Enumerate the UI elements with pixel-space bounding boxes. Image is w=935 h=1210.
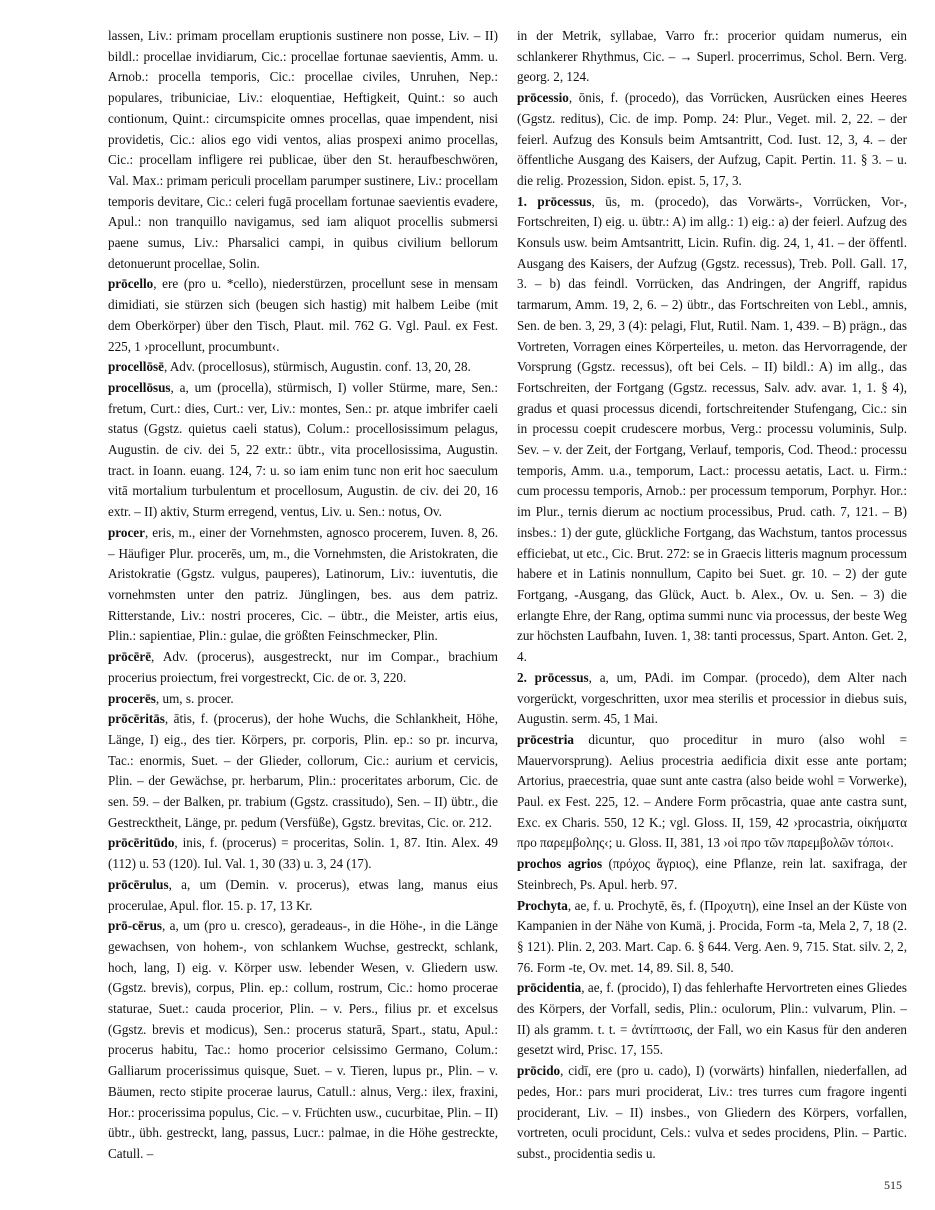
headword: prō-cērus (108, 918, 163, 934)
entry-procidentia: prōcidentia, ae, f. (procido), I) das fehlerhafte Hervortreten eines Gliedes des Körpers, der Vorfall, sedis, Plin.: oculorum, Plin.: vulvarum, Plin. – II) als gramm. t. t. = ἀντίπτωσις, der Fall, wo ein Kasus für den anderen gesetzt wird, Prisc. 17, 155. (517, 980, 907, 1058)
headword: prōcēritās (108, 711, 165, 727)
entry-processus-2: 2. prōcessus, a, um, PAdi. im Compar. (procedo), dem Alter nach vorgerückt, vorgeschritten, uxor mea sterilis et processior in diebus suis, Augustin. serm. 45, 1 Mai. (517, 669, 907, 727)
headword: prochos agrios (517, 856, 603, 872)
right-column (517, 26, 907, 1165)
headword: procerēs (108, 690, 156, 706)
headword: 1. prōcessus (517, 193, 592, 209)
headword: prōcērē (108, 649, 152, 665)
entry-procello: prōcello, ere (pro u. *cello), niederstürzen, procellunt sese in mensam dimidiati, sie stürzen sich (beugen sich hastig) mit halbem Leibe (mit dem Oberkörper) über den Tisch, Plaut. mil. 762 G. Vgl. Paul. ex Fest. 225, 1 ›procellunt, procumbunt‹. (108, 276, 498, 354)
entry-processus-1: 1. prōcessus, ūs, m. (procedo), das Vorwärts-, Vorrücken, Vor-, Fortschreiten, I) eig. u. übtr.: A) im allg.: 1) eig.: a) der feierl. Aufzug des Konsuls usw. beim Amtsantritt, Licin. Rufin. dig. 24, 1, 41. – der öffentl. Ausgang des Kaisers, der Aufzug (Ggstz. recessus), Treb. Poll. Gall. 17, 3. – b) das feindl. Vorrücken, das Andringen, der Angriff, rapidus tarmarum, Amm. 19, 2, 6. – 2) übtr., das Fortschreiten von Lebl., amnis, Sen. de ben. 3, 29, 3 (4): pelagi, Flut, Rutil. Nam. 1, 439. – B) prägn., das Vortreten, Vorragen eines Körperteiles, u. meton. das Hervorragende, der Vorsprung (Ggstz. recessus), oft bei Cels. – II) bildl.: A) im allg., das Fortschreiten, der Fortgang (Ggstz. recessus, Salv. adv. avar. 1, 1. § 4), gradus et quasi processus dicendi, fortschreitender Stufengang, Cic.: sin in processu coepit crudescere morbus, Verg.: processu voluminis, Sulp. Sev. – v. der Zeit, der Fortgang, Verlauf, temporis, Cod. Theod.: processu temporis, Amm. u.a., temporum, Lact.: processu aetatis, Lact. u. Firm.: cum processu temporis, Arnob.: per processum temporum, Porphyr. Hor.: im Plur., ternis dierum ac noctium processibus, Prud. cath. 7, 121. – B) insbes.: 1) der gute, glückliche Fortgang, das Wachstum, tantos processus efficiebat, ut etc., Cic. Brut. 272: se in Graecis litteris magnum processum habere et in Latinis nonnullum, Capito bei Suet. gr. 10. – 2) der gute Fortgang, -Ausgang, das Glück, Auct. b. Alex., Ov. u. Sen. – 3) die erlangte Ehre, der Rang, optima summi nunc via processus, der beste Weg zur höchsten Laufbahn, Iuven. 1, 38: tanti processus, Spart. Anton. Get. 2, 4. (517, 193, 907, 665)
headword: procellōsus (108, 379, 171, 395)
entry-procellose: procellōsē, Adv. (procellosus), stürmisch, Augustin. conf. 13, 20, 28. (108, 359, 471, 375)
headword: prōcestria (517, 731, 574, 747)
entry-proceres: procerēs, um, s. procer. (108, 690, 234, 706)
headword: prōcessio (517, 90, 569, 106)
entry-procerulus: prōcērulus, a, um (Demin. v. procerus), etwas lang, manus eius procerulae, Apul. flor. 15. p. 17, 13 Kr. (108, 876, 498, 913)
entry-procerus: prō-cērus, a, um (pro u. cresco), geradeaus-, in die Höhe-, in die Länge gewachsen, von hohem-, von schlankem Wuchse, gestreckt, schlank, hoch, lang, I) eig. v. Körper usw. lebender Wesen, v. Gliedern usw. (Ggstz. brevis), corpus, Plin. ep.: collum, rostrum, Cic.: homo procerae staturae, Suet.: cauda procerior, Plin. – v. Pers., filius pr. et excelsus (Ggstz. brevis et modicus), Sen.: procerus staturā, Spart., statu, Apul.: procerus habitu, Tac.: homo procerior celsissimo Germano, Colum.: Galliarum procerissimus quisque, Suet. – v. Tieren, lupus pr., Plin. – v. Bäumen, recto stipite procerae laurus, Catull.: alnus, Verg.: ilex, fraxini, Hor.: procerissima populus, Cic. – v. Früchten usw., cucurbitae, Plin. – II) übtr., übh. gestreckt, lang, passus, Lucr.: palmae, in die Höhe gestreckte, Catull. – (108, 918, 498, 1161)
entry-prochos-agrios: prochos agrios (πρόχος ἄγριος), eine Pflanze, rein lat. saxifraga, der Steinbrech, Ps. Apul. herb. 97. (517, 856, 907, 892)
entry-prochyta: Prochyta, ae, f. u. Prochytē, ēs, f. (Προχυτη), eine Insel an der Küste von Kampanien in der Nähe von Kumä, j. Procida, Form -ta, Mela 2, 7, 18 (2. § 121). Plin. 2, 203. Mart. Cap. 6. § 644. Verg. Aen. 9, 715. Stat. silv. 2, 2, 76. Form -te, Ov. met. 14, 89. Sil. 8, 540. (517, 897, 907, 975)
headword: prōcido (517, 1063, 561, 1079)
entry-procer: procer, eris, m., einer der Vornehmsten, agnosco procerem, Iuven. 8, 26. – Häufiger Plur. procerēs, um, m., die Vornehmsten, die Aristokraten, die Aristokratie (Ggstz. vulgus, pauperes), Latinorum, Liv.: iuventutis, die vornehmsten unter den patriz. Jünglingen, bes. aus dem patriz. Ritterstande, Liv.: nostri proceres, Cic. – übtr., die Meister, artis eius, Plin.: sapientiae, Plin.: gulae, die größten Feinschmecker, Plin. (108, 524, 498, 644)
headword: prōcello (108, 276, 154, 292)
entry-procellosus: procellōsus, a, um (procella), stürmisch, I) voller Stürme, mare, Sen.: fretum, Curt.: dies, Curt.: ver, Liv.: montes, Sen.: pr. atque imbrifer caeli status (Ggstz. quietus caeli status), Colum.: procellosissimum pelagus, Augustin. de civ. dei 5, 22 extr.: übtr., vita procellosissima, Augustin. tract. in Ioann. euang. 124, 7: u. so iam enim tunc non erit hoc saeculum vitā mortalium turbulentum et procellosum, Augustin. de civ. dei 20, 16 extr. – II) aktiv, Sturm erregend, ventus, Liv. u. Sen.: notus, Ov. (108, 379, 498, 520)
left-column (108, 26, 498, 1165)
entry-proceritudo: prōcēritūdo, inis, f. (procerus) = proceritas, Solin. 1, 87. Itin. Alex. 49 (112) u. 53 (120). Iul. Val. 1, 30 (33) u. 3, 24 (17). (108, 835, 498, 872)
headword: Prochyta (517, 897, 568, 913)
headword: prōcēritūdo (108, 835, 175, 851)
entry-procere: prōcērē, Adv. (procerus), ausgestreckt, nur im Compar., brachium procerius proiectum, frei vorgestreckt, Cic. de or. 3, 220. (108, 649, 498, 685)
headword: procer (108, 524, 145, 540)
entry-procestria: prōcestria dicuntur, quo proceditur in muro (also wohl = Mauervorsprung). Aelius procestria aedificia dixit esse ante portam; Artorius, praecestria, quae sunt ante castra (also beide wohl = Vorwerke), Paul. ex Fest. 225, 12. – Andere Form prōcastria, quae ante castra sunt, Exc. ex Charis. 550, 12 K.; vgl. Gloss. II, 159, 42 ›procastria, οἰκήματα προ παρεμβολης‹; u. Gloss. II, 381, 13 ›οἱ προ τῶν παρεμβολῶν τόποι‹. (517, 731, 907, 851)
headword: prōcidentia (517, 980, 582, 996)
entry-procerus-continued: in der Metrik, syllabae, Varro fr.: procerior quidam numerus, ein schlankerer Rhythmus, Cic. – → Superl. procerrimus, Schol. Bern. Verg. georg. 2, 124. (517, 28, 907, 85)
headword: procellōsē (108, 359, 164, 375)
entry-procido: prōcido, cidī, ere (pro u. cado), I) (vorwärts) hinfallen, niederfallen, ad pedes, Hor.: pars muri prociderat, Liv.: tres turres cum fragore ingenti prociderant, Liv. – II) insbes., von Gliedern des Körpers, vorfallen, vortreten, oculi procidunt, Cels.: vulva et sedes procidens, Plin. – Partic. subst., procidentia sedis u. (517, 1063, 907, 1161)
page-number: 515 (884, 1178, 902, 1192)
headword: 2. prōcessus (517, 669, 589, 685)
entry-processio: prōcessio, ōnis, f. (procedo), das Vorrücken, Ausrücken eines Heeres (Ggstz. reditus), Cic. de imp. Pomp. 24: Plur., Veget. mil. 2, 22. – der feierl. Aufzug des Konsuls beim Amtsantritt, Cod. Iust. 12, 3, 4. – der öffentliche Ausgang des Kaisers, der Aufzug, Capit. Pertin. 11. § 3. – u. die relig. Prozession, Sidon. epist. 5, 17, 3. (517, 90, 907, 188)
entry-proceritas: prōcēritās, ātis, f. (procerus), der hohe Wuchs, die Schlankheit, Höhe, Länge, I) eig., des tier. Körpers, pr. corporis, Plin. ep.: so pr. incurva, Tac.: enormis, Suet. – der Glieder, collorum, Cic.: aurium et cervicis, Plin. – der Gewächse, pr. herbarum, Plin.: proceritates arborum, Cic. de sen. 59. – der Balken, pr. trabium (Ggstz. crassitudo), Sen. – II) übtr., die Gestrecktheit, Länge, pr. pedum (Versfüße), Ggstz. brevitas, Cic. or. 212. (108, 711, 498, 830)
entry-lassen-continued: lassen, Liv.: primam procellam eruptionis sustinere non posse, Liv. – II) bildl.: procellae invidiarum, Cic.: procellae fortunae saevientis, Amm. u. Arnob.: procella temporis, Cic.: procellae civiles, Unruhen, Nep.: populares, tribuniciae, Liv.: eloquentiae, Heftigkeit, Quint.: so auch contionum, Quint.: circumspicite omnes procellas, quae impendent, nisi providetis, Cic.: alios ego vidi ventos, alias prospexi animo procellas, Cic.: procellam infligere rei publicae, über den St. heraufbeschwören, Val. Max.: primam periculi procellam parumper sustinere, Liv.: procellam temporis devitare, Cic.: celeri fugā procellam fortunae saevientis evadere, Apul.: non tranquillo navigamus, sed iam aliquot procellis submersi paene sumus, Liv.: Pharsalici campi, in quibus civilium bellorum detonuerunt procellae, Solin. (108, 28, 498, 271)
headword: prōcērulus (108, 876, 169, 892)
